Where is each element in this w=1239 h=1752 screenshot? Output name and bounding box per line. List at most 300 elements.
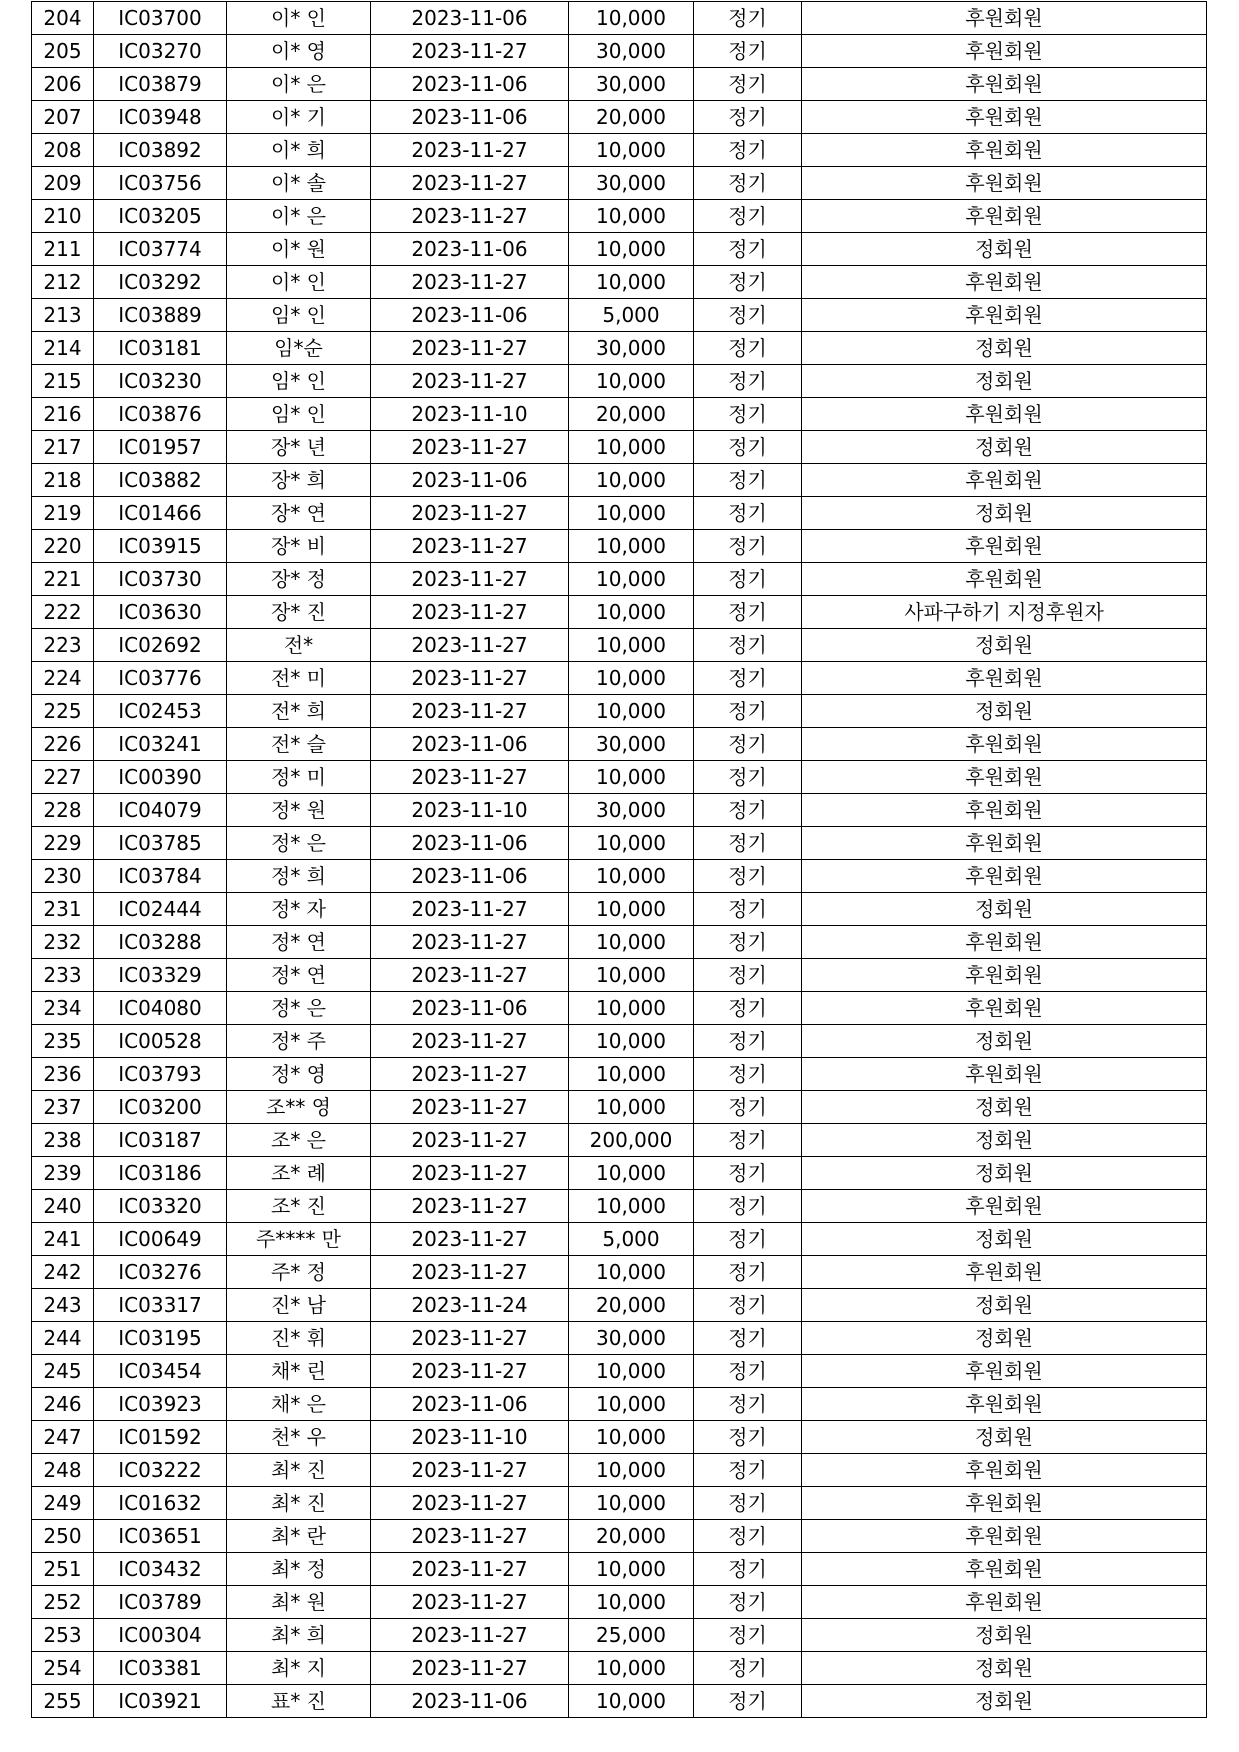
table-row (32, 1454, 1207, 1487)
table-row (32, 1355, 1207, 1388)
donation-date-cell: 2023-11-10 (371, 794, 569, 827)
member-type-cell: 정회원 (802, 1091, 1207, 1124)
donor-name-cell: 이* 희 (227, 134, 371, 167)
donation-type-cell: 정기 (694, 1058, 802, 1091)
donor-name-cell: 진* 남 (227, 1289, 371, 1322)
row-number-cell: 223 (32, 629, 94, 662)
donor-name-cell: 장* 희 (227, 464, 371, 497)
donor-id-cell: IC03200 (94, 1091, 227, 1124)
donation-date-cell: 2023-11-06 (371, 299, 569, 332)
row-number-cell: 237 (32, 1091, 94, 1124)
row-number-cell: 240 (32, 1190, 94, 1223)
donation-date-cell: 2023-11-06 (371, 1685, 569, 1718)
donation-amount-cell: 20,000 (569, 1289, 694, 1322)
donor-name-cell: 전* 슬 (227, 728, 371, 761)
donation-date-cell: 2023-11-27 (371, 1025, 569, 1058)
donor-name-cell: 전* 미 (227, 662, 371, 695)
donation-type-cell: 정기 (694, 233, 802, 266)
donation-date-cell: 2023-11-27 (371, 1619, 569, 1652)
member-type-cell: 후원회원 (802, 1487, 1207, 1520)
donation-amount-cell: 10,000 (569, 1256, 694, 1289)
donor-name-cell: 임* 인 (227, 398, 371, 431)
donor-id-cell: IC03921 (94, 1685, 227, 1718)
donation-amount-cell: 10,000 (569, 662, 694, 695)
donor-name-cell: 최* 진 (227, 1454, 371, 1487)
donor-id-cell: IC03785 (94, 827, 227, 860)
row-number-cell: 238 (32, 1124, 94, 1157)
donation-amount-cell: 10,000 (569, 1454, 694, 1487)
member-type-cell: 사파구하기 지정후원자 (802, 596, 1207, 629)
donation-date-cell: 2023-11-27 (371, 200, 569, 233)
donor-id-cell: IC00390 (94, 761, 227, 794)
donor-id-cell: IC03793 (94, 1058, 227, 1091)
member-type-cell: 정회원 (802, 1157, 1207, 1190)
table-row (32, 1124, 1207, 1157)
table-row (32, 332, 1207, 365)
donation-amount-cell: 10,000 (569, 1553, 694, 1586)
member-type-cell: 정회원 (802, 1619, 1207, 1652)
donation-amount-cell: 10,000 (569, 860, 694, 893)
table-row (32, 2, 1207, 35)
donation-date-cell: 2023-11-27 (371, 35, 569, 68)
donor-id-cell: IC03270 (94, 35, 227, 68)
donor-table (31, 1, 1207, 1718)
row-number-cell: 221 (32, 563, 94, 596)
member-type-cell: 후원회원 (802, 1520, 1207, 1553)
table-row (32, 200, 1207, 233)
donation-amount-cell: 10,000 (569, 1025, 694, 1058)
donation-type-cell: 정기 (694, 695, 802, 728)
row-number-cell: 236 (32, 1058, 94, 1091)
donation-type-cell: 정기 (694, 596, 802, 629)
table-row (32, 794, 1207, 827)
row-number-cell: 205 (32, 35, 94, 68)
donor-id-cell: IC03186 (94, 1157, 227, 1190)
donation-date-cell: 2023-11-27 (371, 1190, 569, 1223)
donor-id-cell: IC03892 (94, 134, 227, 167)
table-row (32, 827, 1207, 860)
table-row (32, 1322, 1207, 1355)
donor-id-cell: IC03889 (94, 299, 227, 332)
table-row (32, 431, 1207, 464)
donation-amount-cell: 10,000 (569, 695, 694, 728)
row-number-cell: 224 (32, 662, 94, 695)
donation-type-cell: 정기 (694, 563, 802, 596)
donation-amount-cell: 10,000 (569, 134, 694, 167)
donation-date-cell: 2023-11-27 (371, 530, 569, 563)
donation-type-cell: 정기 (694, 266, 802, 299)
table-row (32, 167, 1207, 200)
donation-amount-cell: 30,000 (569, 794, 694, 827)
member-type-cell: 후원회원 (802, 959, 1207, 992)
donor-name-cell: 임* 인 (227, 365, 371, 398)
member-type-cell: 후원회원 (802, 1190, 1207, 1223)
donation-type-cell: 정기 (694, 926, 802, 959)
row-number-cell: 250 (32, 1520, 94, 1553)
donor-id-cell: IC03195 (94, 1322, 227, 1355)
row-number-cell: 216 (32, 398, 94, 431)
donor-id-cell: IC03222 (94, 1454, 227, 1487)
member-type-cell: 후원회원 (802, 1454, 1207, 1487)
member-type-cell: 정회원 (802, 431, 1207, 464)
donation-type-cell: 정기 (694, 1487, 802, 1520)
donation-amount-cell: 10,000 (569, 365, 694, 398)
donor-id-cell: IC01957 (94, 431, 227, 464)
donation-date-cell: 2023-11-06 (371, 1388, 569, 1421)
row-number-cell: 206 (32, 68, 94, 101)
donation-type-cell: 정기 (694, 1652, 802, 1685)
table-row (32, 1520, 1207, 1553)
donation-date-cell: 2023-11-27 (371, 431, 569, 464)
table-row (32, 728, 1207, 761)
donation-type-cell: 정기 (694, 893, 802, 926)
donor-name-cell: 조* 례 (227, 1157, 371, 1190)
donation-date-cell: 2023-11-27 (371, 1553, 569, 1586)
donation-type-cell: 정기 (694, 1124, 802, 1157)
donation-date-cell: 2023-11-27 (371, 1058, 569, 1091)
table-row (32, 1190, 1207, 1223)
donor-id-cell: IC00528 (94, 1025, 227, 1058)
donor-id-cell: IC03879 (94, 68, 227, 101)
row-number-cell: 204 (32, 2, 94, 35)
table-row (32, 992, 1207, 1025)
donation-type-cell: 정기 (694, 992, 802, 1025)
donation-date-cell: 2023-11-27 (371, 134, 569, 167)
table-row (32, 596, 1207, 629)
donor-name-cell: 전* 희 (227, 695, 371, 728)
row-number-cell: 244 (32, 1322, 94, 1355)
donation-amount-cell: 10,000 (569, 761, 694, 794)
donor-id-cell: IC03651 (94, 1520, 227, 1553)
row-number-cell: 218 (32, 464, 94, 497)
donation-type-cell: 정기 (694, 431, 802, 464)
donation-date-cell: 2023-11-10 (371, 1421, 569, 1454)
donation-date-cell: 2023-11-27 (371, 1355, 569, 1388)
donor-name-cell: 최* 란 (227, 1520, 371, 1553)
donation-amount-cell: 10,000 (569, 1652, 694, 1685)
table-row (32, 860, 1207, 893)
row-number-cell: 208 (32, 134, 94, 167)
table-row (32, 1619, 1207, 1652)
donation-date-cell: 2023-11-06 (371, 233, 569, 266)
donation-type-cell: 정기 (694, 2, 802, 35)
table-row (32, 1091, 1207, 1124)
donation-date-cell: 2023-11-27 (371, 629, 569, 662)
donation-date-cell: 2023-11-06 (371, 68, 569, 101)
table-row (32, 1388, 1207, 1421)
donor-name-cell: 조* 은 (227, 1124, 371, 1157)
donor-name-cell: 진* 휘 (227, 1322, 371, 1355)
row-number-cell: 227 (32, 761, 94, 794)
donation-date-cell: 2023-11-27 (371, 893, 569, 926)
donor-name-cell: 정* 주 (227, 1025, 371, 1058)
donation-amount-cell: 10,000 (569, 893, 694, 926)
donation-type-cell: 정기 (694, 629, 802, 662)
donation-date-cell: 2023-11-10 (371, 398, 569, 431)
row-number-cell: 243 (32, 1289, 94, 1322)
donation-type-cell: 정기 (694, 299, 802, 332)
donation-type-cell: 정기 (694, 1322, 802, 1355)
table-row (32, 68, 1207, 101)
donation-amount-cell: 30,000 (569, 1322, 694, 1355)
donation-amount-cell: 10,000 (569, 1685, 694, 1718)
table-row (32, 959, 1207, 992)
member-type-cell: 후원회원 (802, 398, 1207, 431)
donor-name-cell: 최* 원 (227, 1586, 371, 1619)
member-type-cell: 정회원 (802, 1421, 1207, 1454)
member-type-cell: 후원회원 (802, 299, 1207, 332)
member-type-cell: 후원회원 (802, 134, 1207, 167)
row-number-cell: 215 (32, 365, 94, 398)
donor-id-cell: IC03776 (94, 662, 227, 695)
donation-date-cell: 2023-11-06 (371, 2, 569, 35)
donation-type-cell: 정기 (694, 761, 802, 794)
donation-type-cell: 정기 (694, 1421, 802, 1454)
donor-id-cell: IC03187 (94, 1124, 227, 1157)
table-row (32, 1685, 1207, 1718)
donor-name-cell: 이* 솔 (227, 167, 371, 200)
table-row (32, 365, 1207, 398)
table-row (32, 1553, 1207, 1586)
table-row (32, 1586, 1207, 1619)
donation-date-cell: 2023-11-06 (371, 464, 569, 497)
donation-amount-cell: 10,000 (569, 1487, 694, 1520)
donation-type-cell: 정기 (694, 200, 802, 233)
donor-id-cell: IC03276 (94, 1256, 227, 1289)
donation-type-cell: 정기 (694, 860, 802, 893)
donor-id-cell: IC01592 (94, 1421, 227, 1454)
row-number-cell: 247 (32, 1421, 94, 1454)
row-number-cell: 231 (32, 893, 94, 926)
donation-type-cell: 정기 (694, 1520, 802, 1553)
table-row (32, 266, 1207, 299)
member-type-cell: 후원회원 (802, 200, 1207, 233)
table-row (32, 1487, 1207, 1520)
table-row (32, 464, 1207, 497)
donor-name-cell: 이* 인 (227, 266, 371, 299)
donation-amount-cell: 10,000 (569, 596, 694, 629)
donor-name-cell: 조* 진 (227, 1190, 371, 1223)
donation-date-cell: 2023-11-24 (371, 1289, 569, 1322)
member-type-cell: 정회원 (802, 365, 1207, 398)
donor-name-cell: 이* 은 (227, 68, 371, 101)
table-row (32, 1058, 1207, 1091)
donor-name-cell: 이* 인 (227, 2, 371, 35)
member-type-cell: 후원회원 (802, 761, 1207, 794)
donation-type-cell: 정기 (694, 134, 802, 167)
table-row (32, 497, 1207, 530)
member-type-cell: 정회원 (802, 1025, 1207, 1058)
donation-amount-cell: 5,000 (569, 1223, 694, 1256)
donation-amount-cell: 10,000 (569, 1586, 694, 1619)
donor-name-cell: 채* 은 (227, 1388, 371, 1421)
table-row (32, 761, 1207, 794)
member-type-cell: 후원회원 (802, 794, 1207, 827)
donation-amount-cell: 10,000 (569, 959, 694, 992)
donor-name-cell: 이* 원 (227, 233, 371, 266)
member-type-cell: 정회원 (802, 1223, 1207, 1256)
donation-amount-cell: 10,000 (569, 563, 694, 596)
member-type-cell: 후원회원 (802, 1388, 1207, 1421)
donor-name-cell: 정* 연 (227, 959, 371, 992)
donation-date-cell: 2023-11-27 (371, 1157, 569, 1190)
table-row (32, 893, 1207, 926)
row-number-cell: 214 (32, 332, 94, 365)
donation-type-cell: 정기 (694, 398, 802, 431)
donor-id-cell: IC00649 (94, 1223, 227, 1256)
donation-type-cell: 정기 (694, 728, 802, 761)
donor-id-cell: IC03454 (94, 1355, 227, 1388)
row-number-cell: 248 (32, 1454, 94, 1487)
donation-amount-cell: 20,000 (569, 398, 694, 431)
donation-date-cell: 2023-11-06 (371, 728, 569, 761)
member-type-cell: 정회원 (802, 1652, 1207, 1685)
donor-name-cell: 정* 희 (227, 860, 371, 893)
row-number-cell: 225 (32, 695, 94, 728)
donation-amount-cell: 10,000 (569, 1157, 694, 1190)
donor-id-cell: IC03789 (94, 1586, 227, 1619)
donor-id-cell: IC03915 (94, 530, 227, 563)
donation-date-cell: 2023-11-06 (371, 860, 569, 893)
donation-date-cell: 2023-11-06 (371, 992, 569, 1025)
row-number-cell: 252 (32, 1586, 94, 1619)
donor-id-cell: IC03700 (94, 2, 227, 35)
donation-date-cell: 2023-11-27 (371, 167, 569, 200)
donation-amount-cell: 10,000 (569, 233, 694, 266)
row-number-cell: 217 (32, 431, 94, 464)
donation-amount-cell: 10,000 (569, 464, 694, 497)
member-type-cell: 후원회원 (802, 1058, 1207, 1091)
member-type-cell: 정회원 (802, 629, 1207, 662)
donor-name-cell: 전* (227, 629, 371, 662)
donation-type-cell: 정기 (694, 1223, 802, 1256)
donation-date-cell: 2023-11-27 (371, 1520, 569, 1553)
donor-id-cell: IC04080 (94, 992, 227, 1025)
row-number-cell: 219 (32, 497, 94, 530)
donation-date-cell: 2023-11-27 (371, 596, 569, 629)
donor-name-cell: 이* 영 (227, 35, 371, 68)
donor-name-cell: 임* 인 (227, 299, 371, 332)
row-number-cell: 230 (32, 860, 94, 893)
table-row (32, 101, 1207, 134)
donation-type-cell: 정기 (694, 35, 802, 68)
donation-date-cell: 2023-11-06 (371, 827, 569, 860)
donation-date-cell: 2023-11-27 (371, 497, 569, 530)
donor-id-cell: IC01466 (94, 497, 227, 530)
donation-amount-cell: 10,000 (569, 497, 694, 530)
donation-amount-cell: 30,000 (569, 68, 694, 101)
donation-type-cell: 정기 (694, 1157, 802, 1190)
donor-name-cell: 장* 정 (227, 563, 371, 596)
table-row (32, 1025, 1207, 1058)
donation-type-cell: 정기 (694, 68, 802, 101)
donor-id-cell: IC03317 (94, 1289, 227, 1322)
donation-amount-cell: 10,000 (569, 992, 694, 1025)
donor-id-cell: IC03630 (94, 596, 227, 629)
donor-name-cell: 최* 지 (227, 1652, 371, 1685)
donor-name-cell: 이* 기 (227, 101, 371, 134)
member-type-cell: 후원회원 (802, 827, 1207, 860)
donation-amount-cell: 10,000 (569, 629, 694, 662)
row-number-cell: 251 (32, 1553, 94, 1586)
donor-name-cell: 최* 진 (227, 1487, 371, 1520)
donation-amount-cell: 30,000 (569, 35, 694, 68)
donor-name-cell: 정* 원 (227, 794, 371, 827)
member-type-cell: 후원회원 (802, 728, 1207, 761)
donation-date-cell: 2023-11-27 (371, 959, 569, 992)
row-number-cell: 210 (32, 200, 94, 233)
donation-type-cell: 정기 (694, 464, 802, 497)
row-number-cell: 232 (32, 926, 94, 959)
donor-id-cell: IC03241 (94, 728, 227, 761)
member-type-cell: 정회원 (802, 1685, 1207, 1718)
table-row (32, 563, 1207, 596)
donation-amount-cell: 10,000 (569, 926, 694, 959)
donation-date-cell: 2023-11-27 (371, 266, 569, 299)
table-row (32, 1223, 1207, 1256)
donation-date-cell: 2023-11-27 (371, 662, 569, 695)
member-type-cell: 정회원 (802, 332, 1207, 365)
donation-amount-cell: 20,000 (569, 101, 694, 134)
row-number-cell: 220 (32, 530, 94, 563)
donor-name-cell: 장* 비 (227, 530, 371, 563)
donation-amount-cell: 30,000 (569, 332, 694, 365)
donor-id-cell: IC03730 (94, 563, 227, 596)
member-type-cell: 후원회원 (802, 1586, 1207, 1619)
row-number-cell: 209 (32, 167, 94, 200)
donation-type-cell: 정기 (694, 167, 802, 200)
table-row (32, 134, 1207, 167)
donor-id-cell: IC02692 (94, 629, 227, 662)
donation-date-cell: 2023-11-27 (371, 1223, 569, 1256)
donor-id-cell: IC03230 (94, 365, 227, 398)
table-row (32, 695, 1207, 728)
donor-id-cell: IC03923 (94, 1388, 227, 1421)
donor-name-cell: 최* 희 (227, 1619, 371, 1652)
donation-amount-cell: 10,000 (569, 1091, 694, 1124)
donation-amount-cell: 10,000 (569, 1058, 694, 1091)
donor-name-cell: 주* 정 (227, 1256, 371, 1289)
donor-name-cell: 조** 영 (227, 1091, 371, 1124)
donor-name-cell: 천* 우 (227, 1421, 371, 1454)
table-row (32, 35, 1207, 68)
table-row (32, 629, 1207, 662)
table-row (32, 662, 1207, 695)
table-row (32, 1652, 1207, 1685)
member-type-cell: 후원회원 (802, 2, 1207, 35)
donation-date-cell: 2023-11-27 (371, 332, 569, 365)
donation-amount-cell: 10,000 (569, 827, 694, 860)
member-type-cell: 후원회원 (802, 68, 1207, 101)
member-type-cell: 후원회원 (802, 992, 1207, 1025)
donation-amount-cell: 30,000 (569, 167, 694, 200)
member-type-cell: 정회원 (802, 893, 1207, 926)
donor-id-cell: IC02453 (94, 695, 227, 728)
donor-name-cell: 이* 은 (227, 200, 371, 233)
donation-type-cell: 정기 (694, 365, 802, 398)
donor-id-cell: IC03288 (94, 926, 227, 959)
member-type-cell: 후원회원 (802, 266, 1207, 299)
donor-table-body (32, 2, 1207, 1718)
donor-id-cell: IC03381 (94, 1652, 227, 1685)
row-number-cell: 226 (32, 728, 94, 761)
donor-name-cell: 장* 년 (227, 431, 371, 464)
donation-type-cell: 정기 (694, 497, 802, 530)
row-number-cell: 245 (32, 1355, 94, 1388)
donor-id-cell: IC03948 (94, 101, 227, 134)
member-type-cell: 정회원 (802, 1289, 1207, 1322)
donation-amount-cell: 200,000 (569, 1124, 694, 1157)
